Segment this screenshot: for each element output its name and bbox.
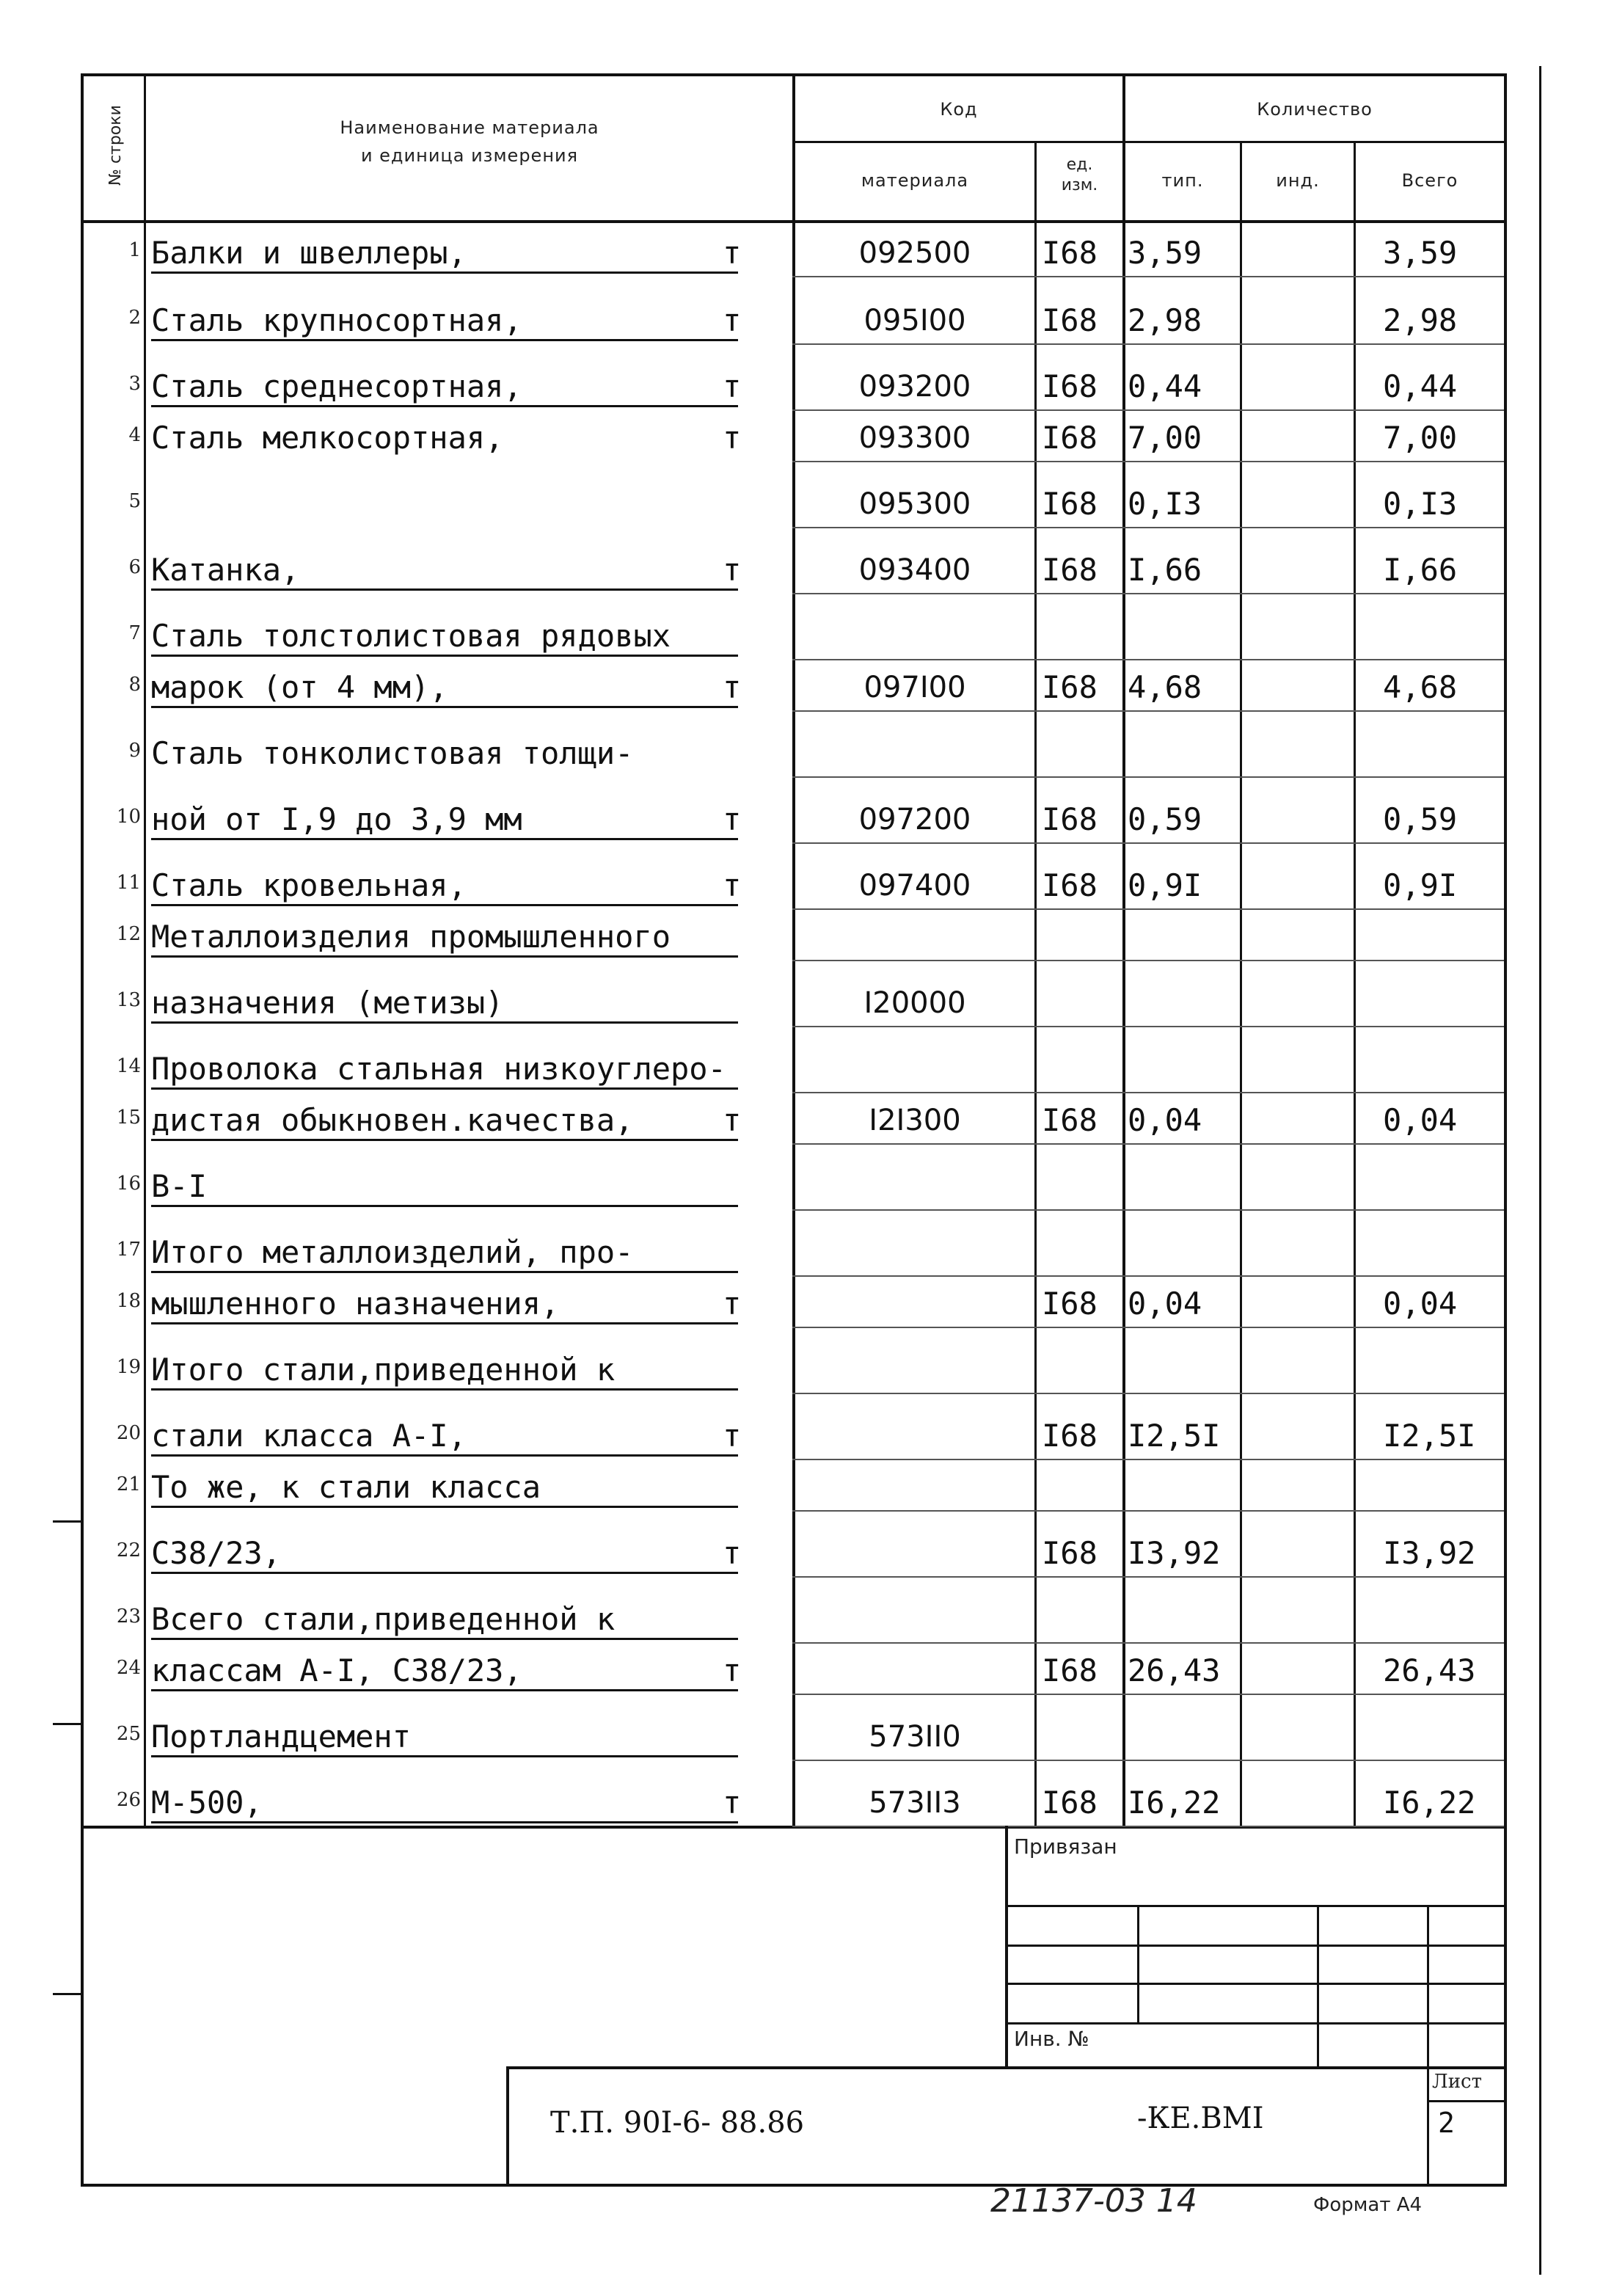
row-separator xyxy=(792,1576,1504,1578)
material-name: дистая обыкновен.качества, xyxy=(151,1102,738,1141)
unit-of-measure: т xyxy=(723,801,742,837)
material-code: 095300 xyxy=(858,487,971,521)
frame-bottom xyxy=(81,2184,1507,2187)
stamp-v1 xyxy=(1137,1905,1139,2024)
row-number: 23 xyxy=(116,1606,141,1628)
qty-typical: 26,43 xyxy=(1128,1652,1221,1688)
col-line-typ xyxy=(1240,141,1242,1827)
material-name: То же, к стали класса xyxy=(151,1469,738,1508)
row-number: 13 xyxy=(116,989,141,1011)
qty-total: 26,43 xyxy=(1383,1652,1476,1688)
header-qty-typ: тип. xyxy=(1161,170,1204,191)
material-code: 097I00 xyxy=(863,671,966,704)
material-code: 093200 xyxy=(858,370,971,404)
qty-total: 0,04 xyxy=(1383,1102,1458,1138)
row-separator xyxy=(792,409,1504,411)
material-name: Катанка, xyxy=(151,552,738,591)
stamp-attached-label: Привязан xyxy=(1014,1834,1117,1859)
header-mid-line xyxy=(792,141,1507,143)
row-number: 26 xyxy=(116,1789,141,1811)
material-code: 097400 xyxy=(858,869,971,903)
row-number: 19 xyxy=(116,1356,141,1378)
row-separator xyxy=(792,1393,1504,1394)
qty-total: 7,00 xyxy=(1383,420,1458,456)
material-name: классам А-I, С38/23, xyxy=(151,1652,738,1691)
qty-total: I,66 xyxy=(1383,552,1458,588)
row-separator xyxy=(792,276,1504,277)
unit-of-measure: т xyxy=(723,867,742,903)
row-separator xyxy=(792,593,1504,594)
row-separator xyxy=(792,1143,1504,1145)
material-name: стали класса А-I, xyxy=(151,1418,738,1457)
material-name: С38/23, xyxy=(151,1535,738,1574)
material-code: 097200 xyxy=(858,803,971,837)
col-line-ind xyxy=(1354,141,1356,1827)
row-number: 15 xyxy=(116,1107,141,1129)
row-number: 12 xyxy=(116,923,141,945)
row-separator xyxy=(792,1694,1504,1695)
row-number: 22 xyxy=(116,1539,141,1561)
unit-of-measure: т xyxy=(723,1418,742,1454)
qty-total: I2,5I xyxy=(1383,1418,1476,1454)
qty-typical: 0,9I xyxy=(1128,867,1202,903)
unit-of-measure: т xyxy=(723,552,742,588)
row-number: 5 xyxy=(128,490,141,512)
material-code: 573II0 xyxy=(869,1720,961,1754)
unit-code: I68 xyxy=(1042,552,1098,588)
material-name: Итого металлоизделий, про- xyxy=(151,1234,738,1273)
unit-code: I68 xyxy=(1042,486,1098,522)
row-number: 14 xyxy=(116,1055,141,1077)
row-number: 24 xyxy=(116,1657,141,1679)
row-number: 4 xyxy=(128,424,141,446)
unit-of-measure: т xyxy=(723,1535,742,1571)
handwritten-number: 21137-03 14 xyxy=(990,2182,1197,2220)
header-qty-total: Всего xyxy=(1401,170,1458,191)
stamp-vertical-main xyxy=(1005,1826,1008,2068)
row-number: 18 xyxy=(116,1290,141,1312)
row-number: 20 xyxy=(116,1422,141,1444)
unit-code: I68 xyxy=(1042,801,1098,837)
unit-code: I68 xyxy=(1042,235,1098,271)
stamp-h2 xyxy=(1005,1945,1507,1947)
col-line-code xyxy=(1034,141,1037,1827)
sheet-label-line xyxy=(1427,2100,1507,2102)
row-number: 11 xyxy=(116,872,141,894)
row-number: 21 xyxy=(116,1473,141,1495)
unit-of-measure: т xyxy=(723,1102,742,1138)
header-code-unit-1: ед. xyxy=(1066,156,1093,174)
unit-of-measure: т xyxy=(723,1785,742,1821)
row-separator xyxy=(792,1327,1504,1328)
material-name: Сталь мелкосортная, xyxy=(151,420,504,456)
row-separator xyxy=(792,1275,1504,1277)
qty-typical: 0,I3 xyxy=(1128,486,1202,522)
material-code: I20000 xyxy=(863,986,966,1020)
frame-right-outer xyxy=(1539,66,1541,2275)
row-separator xyxy=(792,527,1504,528)
unit-code: I68 xyxy=(1042,1785,1098,1821)
row-number: 25 xyxy=(116,1723,141,1745)
unit-of-measure: т xyxy=(723,1286,742,1322)
frame-left xyxy=(81,73,84,2187)
row-number: 8 xyxy=(128,674,141,696)
unit-code: I68 xyxy=(1042,368,1098,404)
row-separator xyxy=(792,659,1504,660)
row-separator xyxy=(792,1642,1504,1644)
qty-typical: I,66 xyxy=(1128,552,1202,588)
header-name-line2: и единица измерения xyxy=(360,145,579,166)
stamp-h1 xyxy=(1005,1905,1507,1907)
stamp-h3 xyxy=(1005,1983,1507,1985)
material-code: 573II3 xyxy=(869,1786,961,1820)
qty-typical: 0,04 xyxy=(1128,1286,1202,1322)
qty-total: 0,04 xyxy=(1383,1286,1458,1322)
unit-code: I68 xyxy=(1042,867,1098,903)
unit-code: I68 xyxy=(1042,1102,1098,1138)
stamp-h4 xyxy=(1005,2022,1507,2025)
header-code: Код xyxy=(940,99,978,120)
material-name: мышленного назначения, xyxy=(151,1286,738,1324)
material-code: I2I300 xyxy=(869,1104,961,1137)
margin-tick-1 xyxy=(53,1520,84,1523)
row-separator xyxy=(792,1760,1504,1761)
qty-total: 3,59 xyxy=(1383,235,1458,271)
stamp-v3 xyxy=(1427,1905,1429,2185)
material-name: марок (от 4 мм), xyxy=(151,669,738,708)
row-separator xyxy=(792,908,1504,910)
qty-total: 0,I3 xyxy=(1383,486,1458,522)
qty-total: I3,92 xyxy=(1383,1535,1476,1571)
material-name: Балки и швеллеры, xyxy=(151,235,738,274)
row-separator xyxy=(792,1826,1504,1827)
margin-tick-3 xyxy=(53,1993,84,1995)
material-name: назначения (метизы) xyxy=(151,985,738,1024)
qty-typical: 0,59 xyxy=(1128,801,1202,837)
row-number: 10 xyxy=(116,806,141,828)
unit-code: I68 xyxy=(1042,420,1098,456)
material-code: 092500 xyxy=(858,236,971,270)
row-number: 17 xyxy=(116,1239,141,1261)
qty-typical: 0,44 xyxy=(1128,368,1202,404)
qty-typical: I6,22 xyxy=(1128,1785,1221,1821)
qty-typical: I2,5I xyxy=(1128,1418,1221,1454)
title-block-left xyxy=(506,2066,509,2187)
sheet-number: 2 xyxy=(1438,2107,1455,2139)
sheet-label: Лист xyxy=(1432,2071,1482,2093)
unit-code: I68 xyxy=(1042,302,1098,338)
unit-of-measure: т xyxy=(723,235,742,271)
qty-typical: 3,59 xyxy=(1128,235,1202,271)
unit-code: I68 xyxy=(1042,1535,1098,1571)
material-name: Металлоизделия промышленного xyxy=(151,919,738,958)
row-separator xyxy=(792,960,1504,961)
row-separator xyxy=(792,1459,1504,1460)
col-line-ed xyxy=(1122,73,1125,1827)
material-name: В-I xyxy=(151,1168,738,1207)
material-name: Сталь тонколистовая толщи- xyxy=(151,735,634,771)
material-name: Всего стали,приведенной к xyxy=(151,1601,738,1640)
row-separator xyxy=(792,1092,1504,1093)
header-qty: Количество xyxy=(1257,99,1373,120)
doc-suffix: -КЕ.ВМI xyxy=(1137,2102,1264,2135)
row-number: 16 xyxy=(116,1173,141,1195)
stamp-inv-label: Инв. № xyxy=(1014,2027,1089,2051)
material-name: Сталь кровельная, xyxy=(151,867,738,906)
qty-typical: 0,04 xyxy=(1128,1102,1202,1138)
doc-code: Т.П. 90I-6- 88.86 xyxy=(550,2106,805,2140)
qty-total: 0,9I xyxy=(1383,867,1458,903)
unit-of-measure: т xyxy=(723,302,742,338)
material-name: М-500, xyxy=(151,1785,738,1823)
title-block-top xyxy=(506,2066,1507,2069)
row-number: 7 xyxy=(128,622,141,644)
unit-code: I68 xyxy=(1042,1286,1098,1322)
material-name: Сталь толстолистовая рядовых xyxy=(151,618,738,657)
row-separator xyxy=(792,842,1504,844)
header-name-line1: Наименование материала xyxy=(340,117,599,138)
row-separator xyxy=(792,1209,1504,1211)
unit-code: I68 xyxy=(1042,669,1098,705)
qty-typical: 7,00 xyxy=(1128,420,1202,456)
row-number: 3 xyxy=(128,373,141,395)
material-code: 095I00 xyxy=(863,304,966,338)
material-code: 093300 xyxy=(858,421,971,455)
stamp-v2 xyxy=(1317,1905,1319,2066)
material-name: Портландцемент xyxy=(151,1719,738,1757)
row-separator xyxy=(792,710,1504,712)
row-number: 9 xyxy=(128,740,141,762)
unit-of-measure: т xyxy=(723,669,742,705)
unit-of-measure: т xyxy=(723,368,742,404)
qty-total: I6,22 xyxy=(1383,1785,1476,1821)
qty-typical: I3,92 xyxy=(1128,1535,1221,1571)
row-separator xyxy=(792,1026,1504,1027)
header-code-material: материала xyxy=(861,170,969,191)
row-number: 2 xyxy=(128,307,141,329)
qty-typical: 2,98 xyxy=(1128,302,1202,338)
header-row-number: № строки xyxy=(106,105,125,186)
qty-total: 2,98 xyxy=(1383,302,1458,338)
row-separator xyxy=(792,776,1504,778)
row-number: 6 xyxy=(128,556,141,578)
unit-of-measure: т xyxy=(723,1652,742,1688)
qty-typical: 4,68 xyxy=(1128,669,1202,705)
header-code-unit-2: изм. xyxy=(1061,176,1098,194)
header-qty-ind: инд. xyxy=(1276,170,1320,191)
material-name: Итого стали,приведенной к xyxy=(151,1352,738,1391)
material-name: Сталь среднесортная, xyxy=(151,368,738,407)
qty-total: 0,59 xyxy=(1383,801,1458,837)
material-name: Проволока стальная низкоуглеро- xyxy=(151,1051,738,1090)
qty-total: 4,68 xyxy=(1383,669,1458,705)
margin-tick-2 xyxy=(53,1723,84,1725)
qty-total: 0,44 xyxy=(1383,368,1458,404)
unit-of-measure: т xyxy=(723,420,742,456)
col-line-num xyxy=(144,73,146,1827)
row-separator xyxy=(792,1510,1504,1512)
format-label: Формат А4 xyxy=(1313,2194,1423,2216)
row-number: 1 xyxy=(128,239,141,261)
material-name: ной от I,9 до 3,9 мм xyxy=(151,801,738,840)
unit-code: I68 xyxy=(1042,1418,1098,1454)
frame-right xyxy=(1504,73,1507,2187)
material-code: 093400 xyxy=(858,553,971,587)
row-separator xyxy=(792,343,1504,345)
unit-code: I68 xyxy=(1042,1652,1098,1688)
material-name: Сталь крупносортная, xyxy=(151,302,738,341)
row-separator xyxy=(792,461,1504,462)
